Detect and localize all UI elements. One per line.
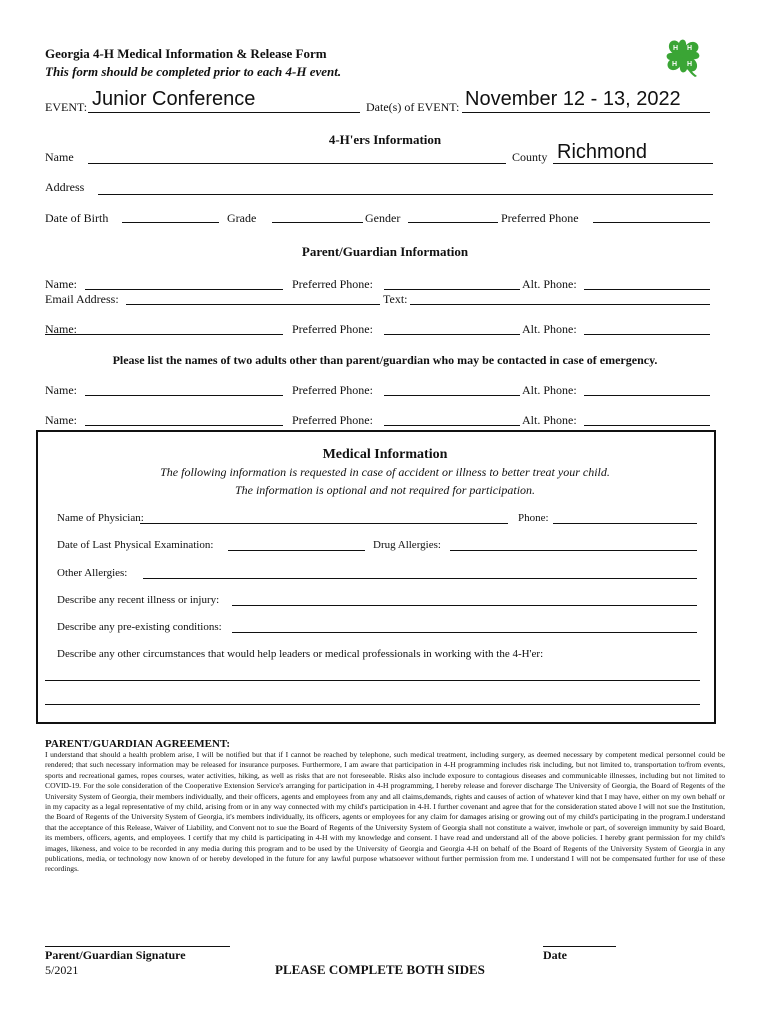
parent1-alt-phone-line[interactable] bbox=[584, 289, 710, 290]
emergency1-name-line[interactable] bbox=[85, 395, 283, 396]
emergency-instruction: Please list the names of two adults other than parent/guardian who may be contacted in case of emergency. bbox=[112, 353, 658, 367]
last-exam-line[interactable] bbox=[228, 550, 365, 551]
parent1-pref-phone-line[interactable] bbox=[384, 289, 520, 290]
physician-line[interactable] bbox=[140, 523, 508, 524]
form-version: 5/2021 bbox=[45, 963, 79, 977]
parent1-text-line[interactable] bbox=[410, 304, 710, 305]
emergency2-name-line[interactable] bbox=[85, 425, 283, 426]
preexisting-label: Describe any pre-existing conditions: bbox=[57, 621, 222, 633]
svg-text:H: H bbox=[687, 61, 693, 68]
name-line[interactable] bbox=[88, 163, 506, 164]
recent-illness-label: Describe any recent illness or injury: bbox=[57, 594, 220, 606]
dob-line[interactable] bbox=[122, 222, 219, 223]
parent2-name-label: Name: bbox=[45, 322, 77, 336]
medical-heading: Medical Information bbox=[322, 447, 448, 462]
preexisting-line[interactable] bbox=[232, 632, 697, 633]
dob-label: Date of Birth bbox=[45, 211, 109, 225]
event-dates-value[interactable]: November 12 - 13, 2022 bbox=[465, 88, 681, 110]
parent2-alt-phone-line[interactable] bbox=[584, 334, 710, 335]
drug-allergies-label: Drug Allergies: bbox=[373, 539, 441, 551]
clover-logo bbox=[660, 36, 706, 78]
emergency2-alt-phone-line[interactable] bbox=[584, 425, 710, 426]
event-value[interactable]: Junior Conference bbox=[92, 88, 256, 110]
medical-note-1: The following information is requested in case of accident or illness to better treat your child. bbox=[160, 465, 610, 479]
parent2-pref-phone-line[interactable] bbox=[384, 334, 520, 335]
other-allergies-line[interactable] bbox=[143, 578, 697, 579]
fourh-phone-line[interactable] bbox=[593, 222, 710, 223]
event-dates-label: Date(s) of EVENT: bbox=[366, 100, 460, 114]
emergency1-pref-phone-label: Preferred Phone: bbox=[292, 383, 373, 397]
parent2-name-line[interactable] bbox=[45, 334, 283, 335]
event-dates-line[interactable] bbox=[462, 112, 710, 113]
address-label: Address bbox=[45, 180, 85, 194]
parent1-name-line[interactable] bbox=[85, 289, 283, 290]
emergency2-pref-phone-line[interactable] bbox=[384, 425, 520, 426]
fourh-info-heading: 4-H'ers Information bbox=[328, 132, 442, 147]
complete-both-sides-notice: PLEASE COMPLETE BOTH SIDES bbox=[275, 962, 485, 977]
form-title: Georgia 4-H Medical Information & Release Form bbox=[45, 46, 327, 61]
emergency1-name-label: Name: bbox=[45, 383, 77, 397]
emergency2-name-label: Name: bbox=[45, 413, 77, 427]
parent1-email-label: Email Address: bbox=[45, 292, 119, 306]
svg-text:H: H bbox=[673, 45, 679, 52]
county-value[interactable]: Richmond bbox=[557, 141, 648, 163]
parent1-alt-phone-label: Alt. Phone: bbox=[522, 277, 577, 291]
other-circumstances-line-1[interactable] bbox=[45, 680, 700, 681]
drug-allergies-line[interactable] bbox=[450, 550, 697, 551]
physician-phone-label: Phone: bbox=[518, 512, 549, 524]
parent1-name-label: Name: bbox=[45, 277, 77, 291]
grade-line[interactable] bbox=[272, 222, 363, 223]
emergency1-alt-phone-line[interactable] bbox=[584, 395, 710, 396]
fourh-phone-label: Preferred Phone bbox=[501, 211, 579, 225]
form-subtitle: This form should be completed prior to each 4-H event. bbox=[45, 64, 342, 79]
grade-label: Grade bbox=[227, 211, 257, 225]
signature-label: Parent/Guardian Signature bbox=[45, 948, 186, 962]
address-line[interactable] bbox=[98, 194, 713, 195]
emergency1-pref-phone-line[interactable] bbox=[384, 395, 520, 396]
parent-info-heading: Parent/Guardian Information bbox=[301, 244, 469, 259]
recent-illness-line[interactable] bbox=[232, 605, 697, 606]
emergency2-alt-phone-label: Alt. Phone: bbox=[522, 413, 577, 427]
physician-label: Name of Physician: bbox=[57, 512, 144, 524]
other-circumstances-line-2[interactable] bbox=[45, 704, 700, 705]
other-circumstances-label: Describe any other circumstances that would help leaders or medical professionals in working with the 4-H'er: bbox=[57, 648, 544, 660]
parent1-pref-phone-label: Preferred Phone: bbox=[292, 277, 373, 291]
parent2-pref-phone-label: Preferred Phone: bbox=[292, 322, 373, 336]
medical-note-2: The information is optional and not required for participation. bbox=[234, 483, 536, 497]
emergency2-pref-phone-label: Preferred Phone: bbox=[292, 413, 373, 427]
emergency1-alt-phone-label: Alt. Phone: bbox=[522, 383, 577, 397]
svg-text:H: H bbox=[672, 61, 678, 68]
last-exam-label: Date of Last Physical Examination: bbox=[57, 539, 214, 551]
svg-text:H: H bbox=[687, 45, 693, 52]
other-allergies-label: Other Allergies: bbox=[57, 567, 128, 579]
agreement-text: I understand that should a health problem arise, I will be notified but that if I cannot be reached by telephone, such medical treatment, including surgery, as deemed necessary by competent medical personnel could be rendered; that such necessary information may be released for insurance purposes. Furthermore, I am aware that participation in 4-H programming includes risk including, but not limited to, transportation to/from events, sports and recreational games, ropes courses, water activities, hiking, as well as risks that are not foreseeable. Risks also include exposure to contagious diseases and communicable illnesses, including but not limited to COVID-19. For the sole consideration of the Cooperative Extension Service's arranging for participation in 4-H programming, I hereby release and forever discharge The University of Georgia, the Board of Regents of the University System of Georgia, their members individually, and their officers, agents and employees from any and all claims,demands, rights and causes of action of whatever kind that I may have, either on my own behalf or in my capacity as a legal representative of my child, arising from or in any way connected with my child's participation in 4-H. I further covenant and agree that for the consideration stated above I will not sue the Institution, the Board of Regents of the University System of Georgia, it's members individually, its officers, agents or employees for any claim for damages arising or growing out of my child's participating in the program.I understand that the acceptance of this Release, Waiver of Liability, and Convent not to sue the Board of Regents of the University System of Georgia shall not constitute a waiver, inwhole or part, of sovereign immunity by said Board, its members, officers, agents, and employees. I certify that my child is participating in 4-H with my knowledge and consent. I have read and understand all of the above policies. I hereby grant permission for my child's images, likeness, and voice to be recorded in any media during this program and to be used by the University of Georgia and Georgia 4-H on behalf of the Board of Regents of the University System of Georgia in any publications, media, or technology now known of or hereby developed in the future for any lawful purpose whatsoever without further permission from me. I understand I will not be compensated further for use of these recordings. bbox=[45, 750, 725, 874]
name-label: Name bbox=[45, 150, 74, 164]
parent1-text-label: Text: bbox=[383, 292, 408, 306]
physician-phone-line[interactable] bbox=[553, 523, 697, 524]
event-label: EVENT: bbox=[45, 100, 88, 114]
county-label: County bbox=[512, 150, 548, 164]
date-label: Date bbox=[543, 948, 567, 962]
gender-line[interactable] bbox=[408, 222, 498, 223]
agreement-heading: PARENT/GUARDIAN AGREEMENT: bbox=[45, 738, 231, 750]
parent1-email-line[interactable] bbox=[126, 304, 380, 305]
date-line[interactable] bbox=[543, 946, 616, 947]
event-line[interactable] bbox=[88, 112, 360, 113]
gender-label: Gender bbox=[365, 211, 401, 225]
signature-line[interactable] bbox=[45, 946, 230, 947]
parent2-alt-phone-label: Alt. Phone: bbox=[522, 322, 577, 336]
